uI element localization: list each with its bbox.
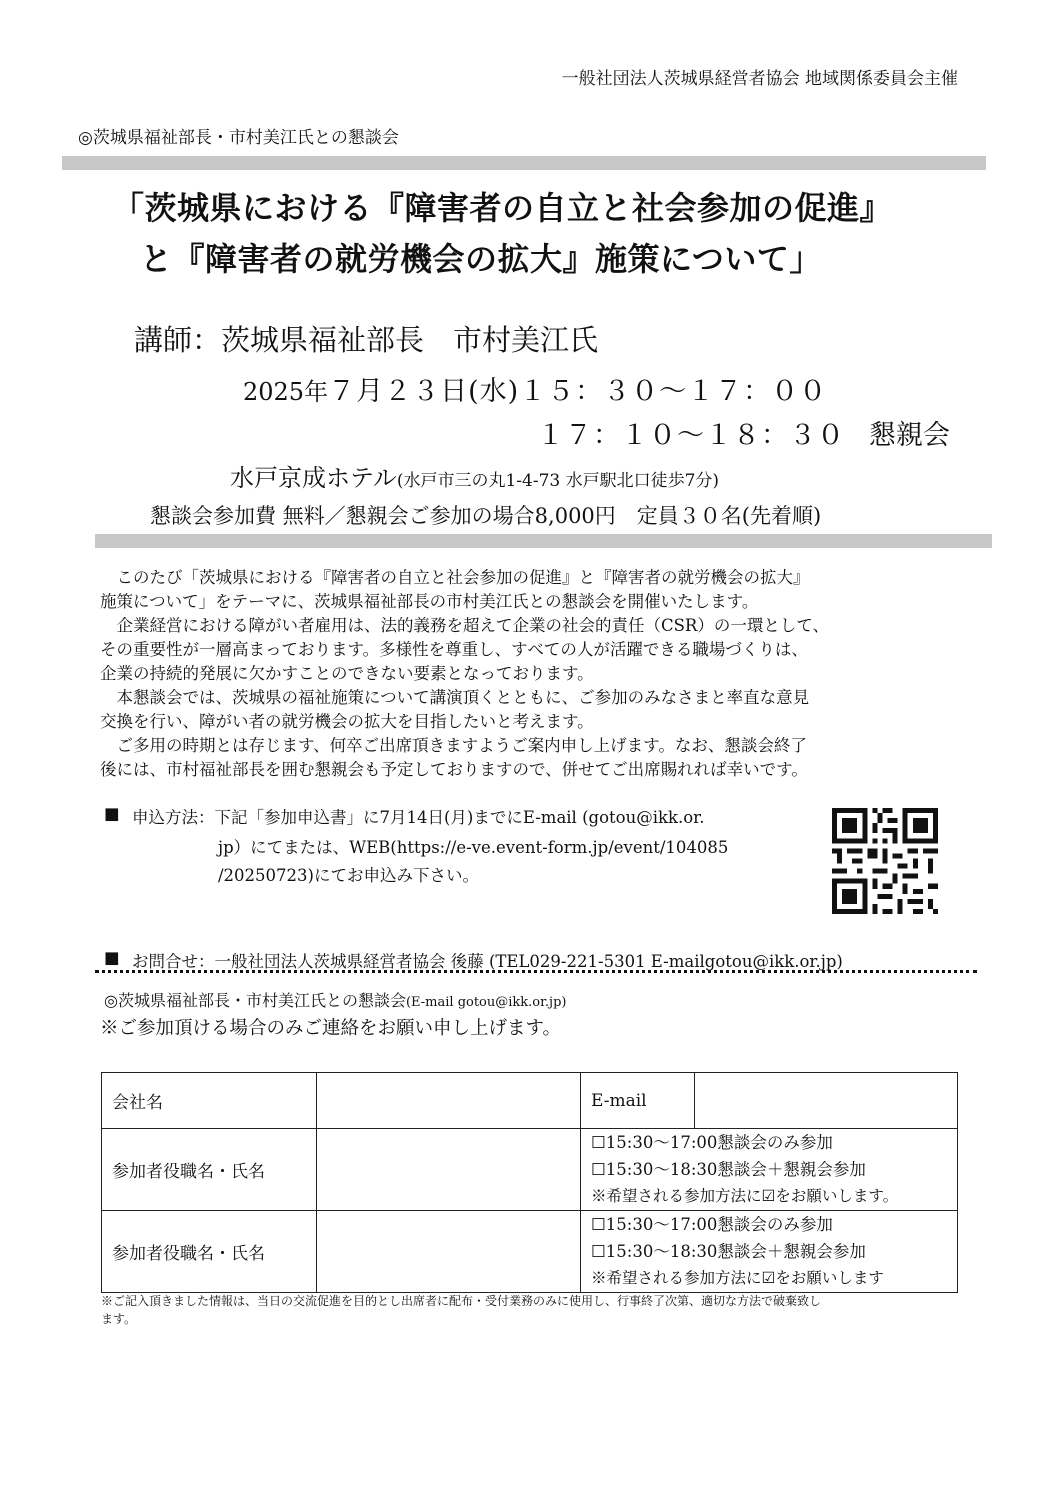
application-line-3: /20250723)にてお申込み下さい。 xyxy=(218,866,479,885)
option-note: ※希望される参加方法に☑をお願いします xyxy=(591,1269,884,1287)
option-talk-and-party-checkbox[interactable]: ☐15:30～18:30懇談会＋懇親会参加 xyxy=(591,1160,866,1179)
form-row-participant xyxy=(102,1129,958,1211)
title-line-1: 「茨城県における『障害者の自立と社会参加の促進』 xyxy=(112,189,893,227)
event-year: 2025年 xyxy=(243,378,329,406)
event-label: ◎茨城県福祉部長・市村美江氏との懇談会 xyxy=(78,128,399,148)
participant-name-input[interactable] xyxy=(317,1129,581,1211)
participant-options xyxy=(581,1129,958,1211)
email-label: E-mail xyxy=(581,1073,695,1129)
body-paragraph-1: このたび「茨城県における『障害者の自立と社会参加の促進』と『障害者の就労機会の拡大』 施策について」をテーマに、茨城県福祉部長の市村美江氏との懇談会を開催いたします。 xyxy=(100,568,810,611)
participant-options xyxy=(581,1211,958,1293)
top-divider xyxy=(62,156,986,170)
participant-label: 参加者役職名・氏名 xyxy=(102,1129,317,1211)
application-line-1: 申込方法：下記「参加申込書」に7月14日(月)までにE-mail (gotou@ikk.or. xyxy=(132,808,705,827)
company-label: 会社名 xyxy=(102,1073,317,1129)
event-date-time: ７月２３日(水)１５：３０～１７：００ xyxy=(328,376,828,407)
event-datetime xyxy=(243,369,827,408)
inquiry-bullet: ■ xyxy=(104,948,120,967)
speaker: 講師：茨城県福祉部長 市村美江氏 xyxy=(134,323,599,357)
fee-info: 懇談会参加費 無料／懇親会ご参加の場合8,000円 定員３０名(先着順) xyxy=(150,504,822,528)
option-talk-only-checkbox[interactable]: ☐15:30～17:00懇談会のみ参加 xyxy=(591,1133,833,1152)
cut-line xyxy=(95,970,977,973)
option-note: ※希望される参加方法に☑をお願いします。 xyxy=(591,1187,899,1205)
application-line-2: jp）にてまたは、WEB(https://e-ve.event-form.jp/event/104085 xyxy=(218,838,729,857)
organizer: 一般社団法人茨城県経営者協会 地域関係委員会主催 xyxy=(561,69,958,89)
title-line-2: と『障害者の就労機会の拡大』施策について」 xyxy=(140,240,822,278)
party-label: 懇親会 xyxy=(869,420,950,451)
inquiry-text: お問合せ：一般社団法人茨城県経営者協会 後藤 (TEL029-221-5301 E-mailgotou@ikk.or.jp) xyxy=(132,952,843,971)
body-paragraph-3: 本懇談会では、茨城県の福祉施策について講演頂くとともに、ご参加のみなさまと率直な意見 交換を行い、障がい者の就労機会の拡大を目指したいと考えます。 xyxy=(100,688,810,731)
body-text xyxy=(100,566,960,782)
option-talk-and-party-checkbox[interactable]: ☐15:30～18:30懇談会＋懇親会参加 xyxy=(591,1242,866,1261)
party-datetime xyxy=(537,413,950,452)
email-input[interactable] xyxy=(695,1073,958,1129)
option-talk-only-checkbox[interactable]: ☐15:30～17:00懇談会のみ参加 xyxy=(591,1215,833,1234)
form-row-participant xyxy=(102,1211,958,1293)
body-paragraph-2: 企業経営における障がい者雇用は、法的義務を超えて企業の社会的責任（CSR）の一環として、 その重要性が一層高まっております。多様性を尊重し、すべての人が活躍できる職場づくりは、 企業の持続的発展に欠かすことのできない要素となっております。 xyxy=(100,616,830,683)
participant-label: 参加者役職名・氏名 xyxy=(102,1211,317,1293)
reply-heading xyxy=(104,988,566,1011)
reply-email: (E-mail gotou@ikk.or.jp) xyxy=(405,995,567,1010)
application-bullet: ■ xyxy=(104,804,120,823)
bottom-divider xyxy=(95,534,992,548)
venue-address: (水戸市三の丸1-4-73 水戸駅北口徒歩7分) xyxy=(396,471,720,491)
party-time: １７：１０～１８：３０ xyxy=(537,420,845,451)
reply-note: ※ご参加頂ける場合のみご連絡をお願い申し上げます。 xyxy=(100,1018,562,1039)
body-paragraph-4: ご多用の時期とは存じます、何卒ご出席頂きますようご案内申し上げます。なお、懇談会終了 後には、市村福祉部長を囲む懇親会も予定しておりますので、併せてご出席賜れれば幸いです。 xyxy=(100,736,808,779)
venue-name: 水戸京成ホテル xyxy=(230,464,397,492)
registration-form xyxy=(101,1072,958,1293)
qr-code-icon[interactable] xyxy=(832,808,938,914)
venue xyxy=(230,458,719,493)
privacy-note: ※ご記入頂きました情報は、当日の交流促進を目的とし出席者に配布・受付業務のみに使用し、行事終了次第、適切な方法で破棄致し ます。 xyxy=(101,1294,822,1326)
company-input[interactable] xyxy=(317,1073,581,1129)
reply-label: ◎茨城県福祉部長・市村美江氏との懇談会 xyxy=(104,991,406,1010)
form-row-company xyxy=(102,1073,958,1129)
participant-name-input[interactable] xyxy=(317,1211,581,1293)
